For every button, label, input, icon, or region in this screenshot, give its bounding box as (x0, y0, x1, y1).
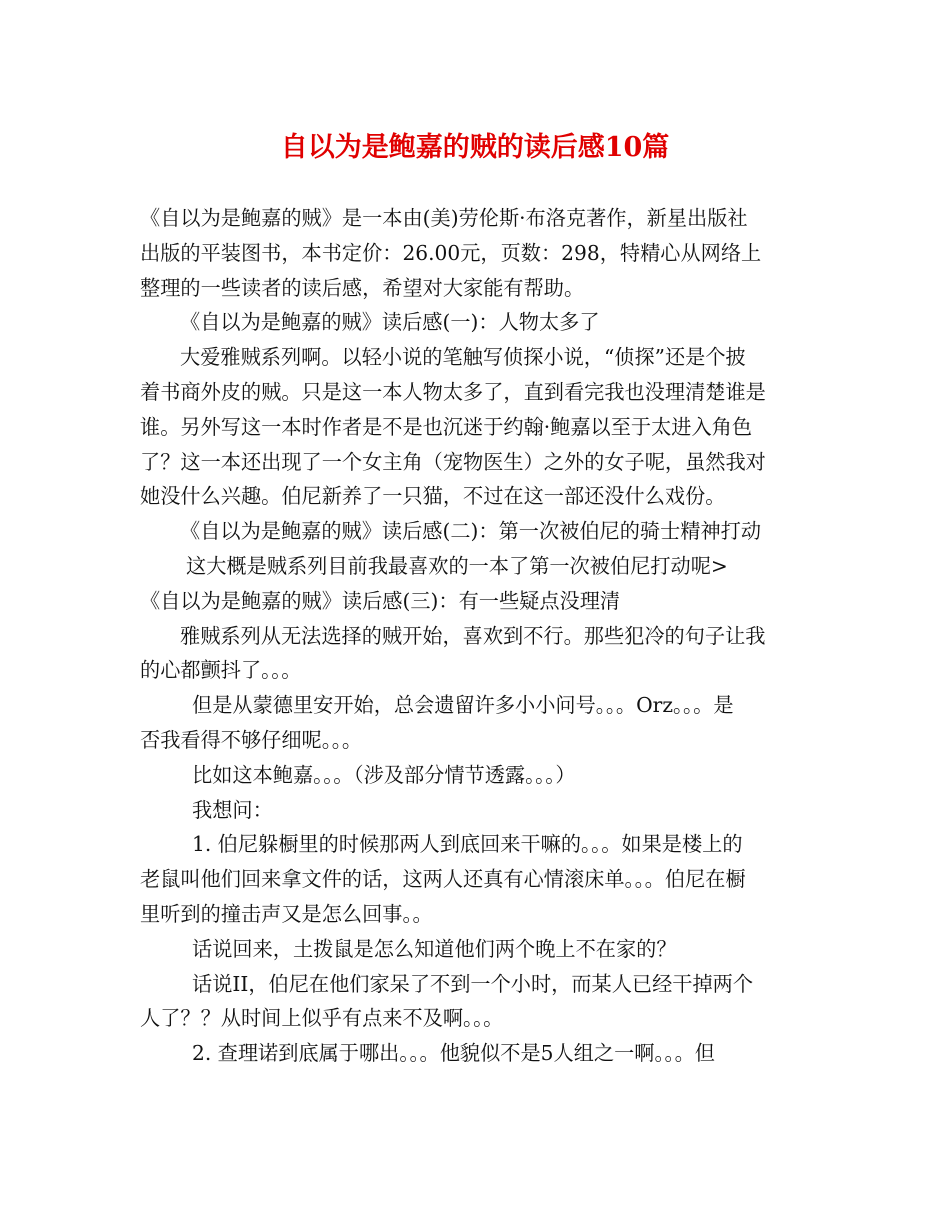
section-heading: 《自以为是鲍嘉的贼》读后感(二)：第一次被伯尼的骑士精神打动 (180, 519, 762, 544)
document-body (140, 201, 815, 1071)
paragraph-line: 这大概是贼系列目前我最喜欢的一本了第一次被伯尼打动呢> (186, 553, 728, 578)
paragraph-line: 了？这一本还出现了一个女主角（宠物医生）之外的女子呢，虽然我对 (140, 449, 766, 474)
paragraph-line: 人了？？从时间上似乎有点来不及啊。。。 (140, 1006, 504, 1031)
paragraph-line: 老鼠叫他们回来拿文件的话，这两人还真有心情滚床单。。。伯尼在橱 (140, 867, 746, 892)
paragraph-line: 整理的一些读者的读后感，希望对大家能有帮助。 (140, 275, 585, 300)
paragraph-line: 我想问： (192, 797, 273, 822)
paragraph-line: 大爱雅贼系列啊。以轻小说的笔触写侦探小说，“侦探”还是个披 (180, 345, 746, 370)
paragraph-line: 比如这本鲍嘉。。。（涉及部分情节透露。。。） (192, 762, 576, 787)
paragraph-line: 话说II，伯尼在他们家呆了不到一个小时，而某人已经干掉两个 (192, 971, 754, 996)
paragraph-line: 雅贼系列从无法选择的贼开始，喜欢到不行。那些犯冷的句子让我 (180, 623, 766, 648)
document-title: 自以为是鲍嘉的贼的读后感10篇 (280, 132, 670, 163)
paragraph-line: 否我看得不够仔细呢。。。 (140, 727, 363, 752)
paragraph-line: 着书商外皮的贼。只是这一本人物太多了，直到看完我也没理清楚谁是 (140, 379, 766, 404)
section-heading: 《自以为是鲍嘉的贼》读后感(三)：有一些疑点没理清 (140, 588, 621, 613)
paragraph-line: 出版的平装图书，本书定价：26.00元，页数：298，特精心从网络上 (140, 240, 762, 265)
paragraph-line: 的心都颤抖了。。。 (140, 658, 302, 683)
paragraph-line: 1. 伯尼躲橱里的时候那两人到底回来干嘛的。。。如果是楼上的 (192, 832, 743, 857)
paragraph-line: 话说回来，土拨鼠是怎么知道他们两个晚上不在家的？ (192, 936, 677, 961)
paragraph-line: 《自以为是鲍嘉的贼》是一本由(美)劳伦斯·布洛克著作，新星出版社 (140, 206, 748, 230)
paragraph-line: 2. 查理诺到底属于哪出。。。他貌似不是5人组之一啊。。。但 (192, 1041, 715, 1066)
paragraph-line: 她没什么兴趣。伯尼新养了一只猫，不过在这一部还没什么戏份。 (140, 484, 726, 509)
paragraph-line: 但是从蒙德里安开始，总会遗留许多小小问号。。。Orz。。。是 (192, 693, 734, 718)
paragraph-line: 里听到的撞击声又是怎么回事。。 (140, 901, 433, 926)
section-heading: 《自以为是鲍嘉的贼》读后感(一)：人物太多了 (180, 310, 600, 335)
paragraph-line: 谁。另外写这一本时作者是不是也沉迷于约翰·鲍嘉以至于太进入角色 (140, 414, 753, 439)
